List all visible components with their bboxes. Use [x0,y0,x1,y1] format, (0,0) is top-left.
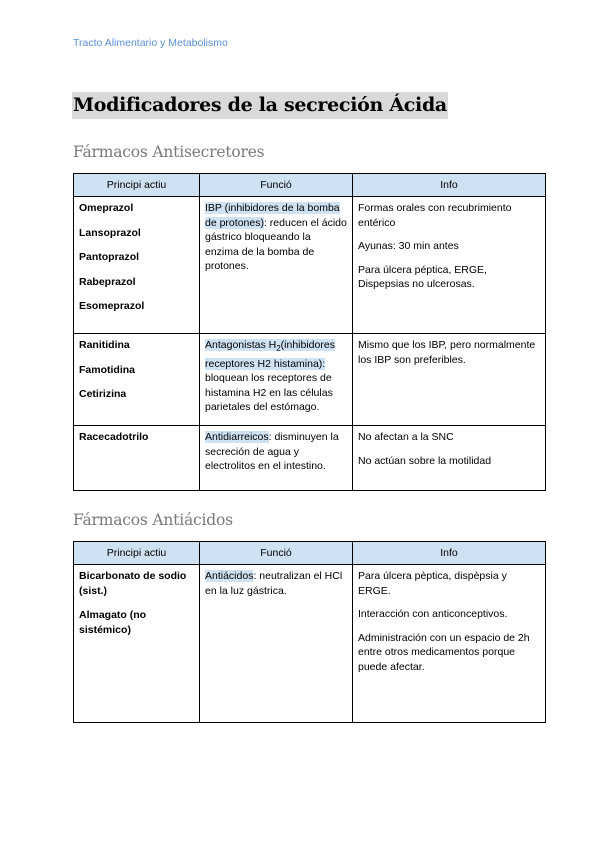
table-header-row [74,174,546,197]
function-highlight [205,339,335,370]
drug-name: Omeprazol [79,202,134,214]
drug-name: Lansoprazol [79,226,141,239]
antisecretores-table [73,173,546,491]
drug-name: Pantoprazol [79,251,140,263]
function-cell [200,565,353,723]
drug-cell [74,565,200,723]
function-cell [200,334,353,426]
drug-cell [74,197,200,334]
column-header: Funció [200,174,353,197]
info-line: No actúan sobre la motilidad [358,454,492,467]
function-highlight-sub: 2 [276,344,281,354]
drug-cell [74,334,200,426]
section-heading-antisecretores: Fármacos Antisecretores [73,143,265,161]
function-highlight: Antidiarreicos [205,431,269,443]
function-highlight: Antiácidos [205,570,254,582]
info-line: Ayunas: 30 min antes [358,240,459,252]
drug-cell [74,426,200,491]
table-row [74,334,546,426]
column-header: Principi actiu [74,174,200,197]
table-row [74,426,546,491]
function-text: : disminuyen la secreción de agua y electrolitos en el intestino. [205,431,339,472]
function-cell [200,426,353,491]
drug-name: Famotidina [79,363,136,376]
table-row [74,197,546,334]
drug-name: Esomeprazol [79,300,145,312]
info-line: Para úlcera pèptica, dispèpsia y ERGE. [358,570,507,597]
column-header: Funció [200,542,353,565]
info-line: Administración con un espacio de 2h entre otros medicamentos porque puede afectar. [358,631,530,673]
function-text: bloquean los receptores de histamina H2 en las células parietales del estómago. [205,372,333,414]
drug-name: Bicarbonato de sodio (sist.) [79,570,187,597]
info-line: No afectan a la SNC [358,431,454,443]
info-cell [353,334,546,426]
column-header: Info [353,174,546,197]
info-cell [353,426,546,491]
drug-name: Almagato (no sistémico) [79,609,147,636]
info-line: Para úlcera péptica, ERGE, Dispepsias no ulcerosas. [358,263,487,290]
info-line: Interacción con anticonceptivos. [358,608,508,620]
column-header: Principi actiu [74,542,200,565]
function-cell [200,197,353,334]
page-title: Modificadores de la secreción Ácida [72,92,448,119]
running-header: Tracto Alimentario y Metabolismo [73,37,228,49]
function-text: : neutralizan el HCl en la luz gástrica. [205,570,343,597]
column-header: Info [353,542,546,565]
info-cell [353,565,546,723]
function-highlight: IBP (inhibidores de la bomba de protones) [205,202,340,229]
table-row [74,565,546,723]
drug-name: Ranitidina [79,339,130,351]
function-highlight-pre: Antagonistas H [205,339,277,351]
info-cell [353,197,546,334]
section-heading-antiacidos: Fármacos Antiácidos [73,511,233,529]
info-line: Formas orales con recubrimiento entérico [358,202,512,229]
function-highlight-post: (inhibidores receptores H2 histamina): [205,339,335,370]
drug-name: Racecadotrilo [79,431,149,443]
antiacidos-table [73,541,546,723]
drug-name: Cetirizina [79,388,127,400]
table-header-row [74,542,546,565]
info-line: Mismo que los IBP, pero normalmente los IBP son preferibles. [358,339,536,366]
drug-name: Rabeprazol [79,275,136,288]
function-text: : reducen el ácido gástrico bloqueando la enzima de la bomba de protones. [205,216,347,272]
